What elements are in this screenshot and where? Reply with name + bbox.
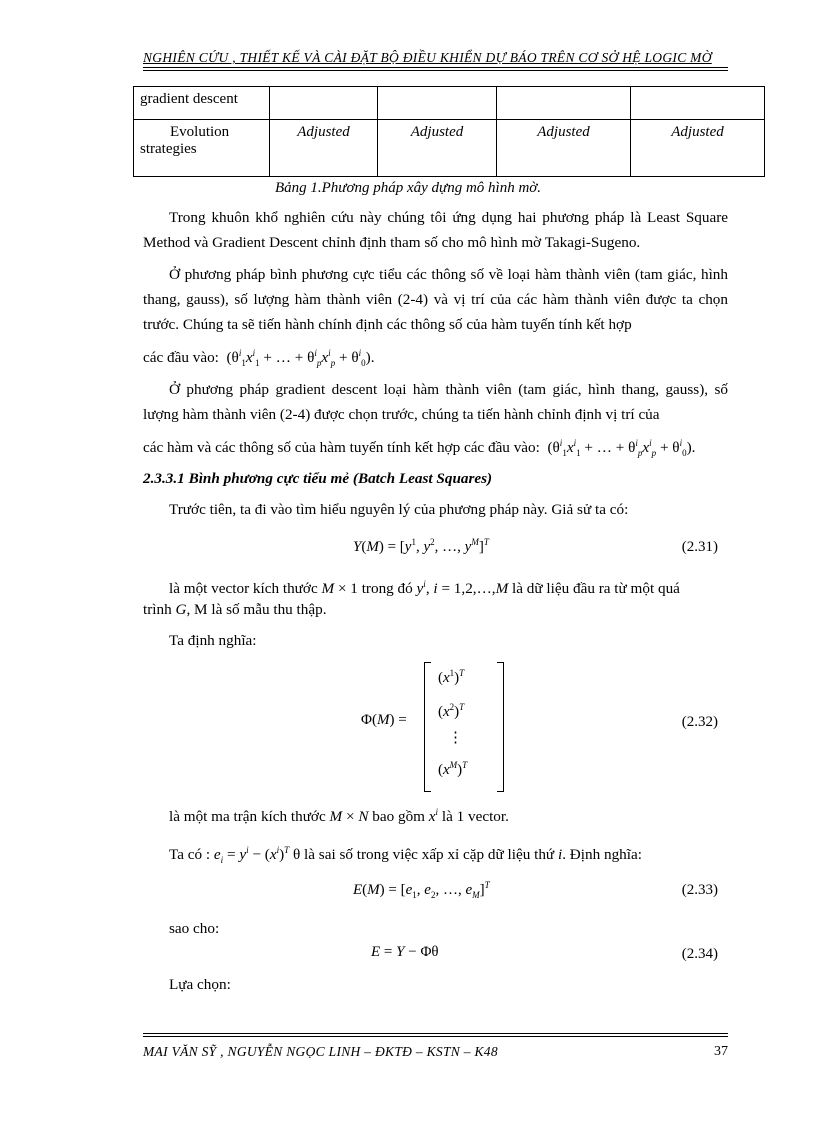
- linear-combination-formula: ($\theta^i_1x^i_1$ + … + $\theta^i_px^i_p + \theta^i_0$).: [543, 438, 696, 459]
- paragraph-3: Ở phương pháp gradient descent loại hàm thành viên (tam giác, hình thang, gauss), số lượng hàm thành viên (2-4) được chọn trước, chúng ta tiến hành chỉnh định vị trí của: [143, 381, 728, 423]
- table-cell: Adjusted: [631, 120, 765, 177]
- equation-number: (2.31): [681, 539, 718, 555]
- regressor-matrix: [424, 662, 504, 790]
- running-header: NGHIÊN CỨU , THIẾT KẾ VÀ CÀI ĐẶT BỘ ĐIỀU KHIỂN DỰ BÁO TRÊN CƠ SỞ HỆ LOGIC MỜ: [143, 50, 712, 65]
- table-cell: Adjusted: [497, 120, 631, 177]
- table-row: [134, 120, 765, 177]
- paragraph-8: Ta có : $e_i = y^i - (x^i)^T$ θ là sai số trong việc xấp xỉ cặp dữ liệu thứ i. Định nghĩa:: [169, 845, 642, 866]
- table-cell: [270, 87, 378, 120]
- equation-2-33: [143, 878, 728, 908]
- section-heading: 2.3.3.1 Bình phương cực tiểu mẻ (Batch Least Squares): [143, 470, 493, 487]
- formula: $Y(M) = [y^1$, $y^2$, …, $y^M]^T$: [353, 537, 489, 555]
- table-cell: Adjusted: [378, 120, 497, 177]
- equation-number: (2.33): [681, 882, 718, 898]
- table-row: [134, 87, 765, 120]
- paragraph-2-end: các đầu vào: ($\theta^i_1x^i_1$ + … + $\theta^i_px^i_p + \theta^i_0$).: [143, 348, 375, 369]
- header-rule-thin: [143, 70, 728, 71]
- matrix-bracket-left: [424, 662, 431, 792]
- label-line-1: Evolution: [170, 124, 230, 140]
- equation-number: (2.34): [681, 946, 718, 962]
- formula: Φ(M) =: [361, 712, 407, 728]
- table-cell: Adjusted: [270, 120, 378, 177]
- formula: $E(M) = [e_1$, $e_2$, …, $e_M]^T$: [353, 880, 490, 900]
- paragraph-6: Ta định nghĩa:: [169, 632, 257, 649]
- table-cell: [631, 87, 765, 120]
- paragraph-7: là một ma trận kích thước M × N bao gồm $x^i$ là 1 vector.: [169, 807, 509, 826]
- table-cell: [497, 87, 631, 120]
- table-cell: [378, 87, 497, 120]
- running-footer: MAI VĂN SỸ , NGUYỄN NGỌC LINH – ĐKTĐ – KSTN – K48: [143, 1044, 498, 1059]
- paragraph-1: Trong khuôn khổ nghiên cứu này chúng tôi ứng dụng hai phương pháp là Least Square Method và Gradient Descent chỉnh định tham số cho mô hình mờ Takagi-Sugeno.: [143, 209, 728, 251]
- paragraph-10: Lựa chọn:: [169, 976, 231, 993]
- page-number: 37: [714, 1044, 728, 1059]
- footer-rule-thin: [143, 1036, 728, 1037]
- footer-rule: [143, 1033, 728, 1034]
- matrix-row: $(x^M)^T$: [438, 760, 468, 778]
- matrix-row: $(x^2)^T$: [438, 702, 465, 720]
- matrix-row: ⋮: [448, 730, 463, 746]
- table-cell-label: gradient descent: [134, 87, 270, 120]
- matrix-row: $(x^1)^T$: [438, 668, 465, 686]
- table-cell-label: [134, 120, 270, 177]
- paragraph-9: sao cho:: [169, 920, 220, 937]
- paragraph-3-end: các hàm và các thông số của hàm tuyến tính kết hợp các đầu vào: ($\theta^i_1x^i_1$ + … + $\theta^i_px^i_p + \theta^i_0$).: [143, 438, 696, 459]
- matrix-bracket-right: [497, 662, 504, 792]
- paragraph-5: là một vector kích thước M × 1 trong đó $y^i$, i = 1,2,…,M là dữ liệu đầu ra từ một quá: [169, 579, 680, 598]
- equation-number: (2.32): [681, 714, 718, 730]
- formula: E = Y − Φθ: [371, 944, 439, 960]
- paragraph-5-end: trình G, M là số mẫu thu thập.: [143, 601, 327, 618]
- label-line-2: strategies: [140, 141, 197, 157]
- linear-combination-formula: ($\theta^i_1x^i_1$ + … + $\theta^i_px^i_p + \theta^i_0$).: [222, 348, 375, 369]
- paragraph-4: Trước tiên, ta đi vào tìm hiểu nguyên lý của phương pháp này. Giả sử ta có:: [169, 501, 629, 518]
- table-caption: Bảng 1.Phương pháp xây dựng mô hình mờ.: [274, 180, 542, 196]
- paragraph-2: Ở phương pháp bình phương cực tiểu các thông số về loại hàm thành viên (tam giác, hình thang, gauss), số lượng hàm thành viên (2-4) và vị trí của các hàm thành viên được ta chọn trước. Chúng ta sẽ tiến hành chính định các thông số của hàm tuyến tính kết hợp: [143, 266, 728, 333]
- methods-table: [133, 86, 765, 177]
- header-rule: [143, 67, 728, 68]
- equation-2-34: [143, 942, 728, 972]
- equation-2-31: [143, 535, 728, 565]
